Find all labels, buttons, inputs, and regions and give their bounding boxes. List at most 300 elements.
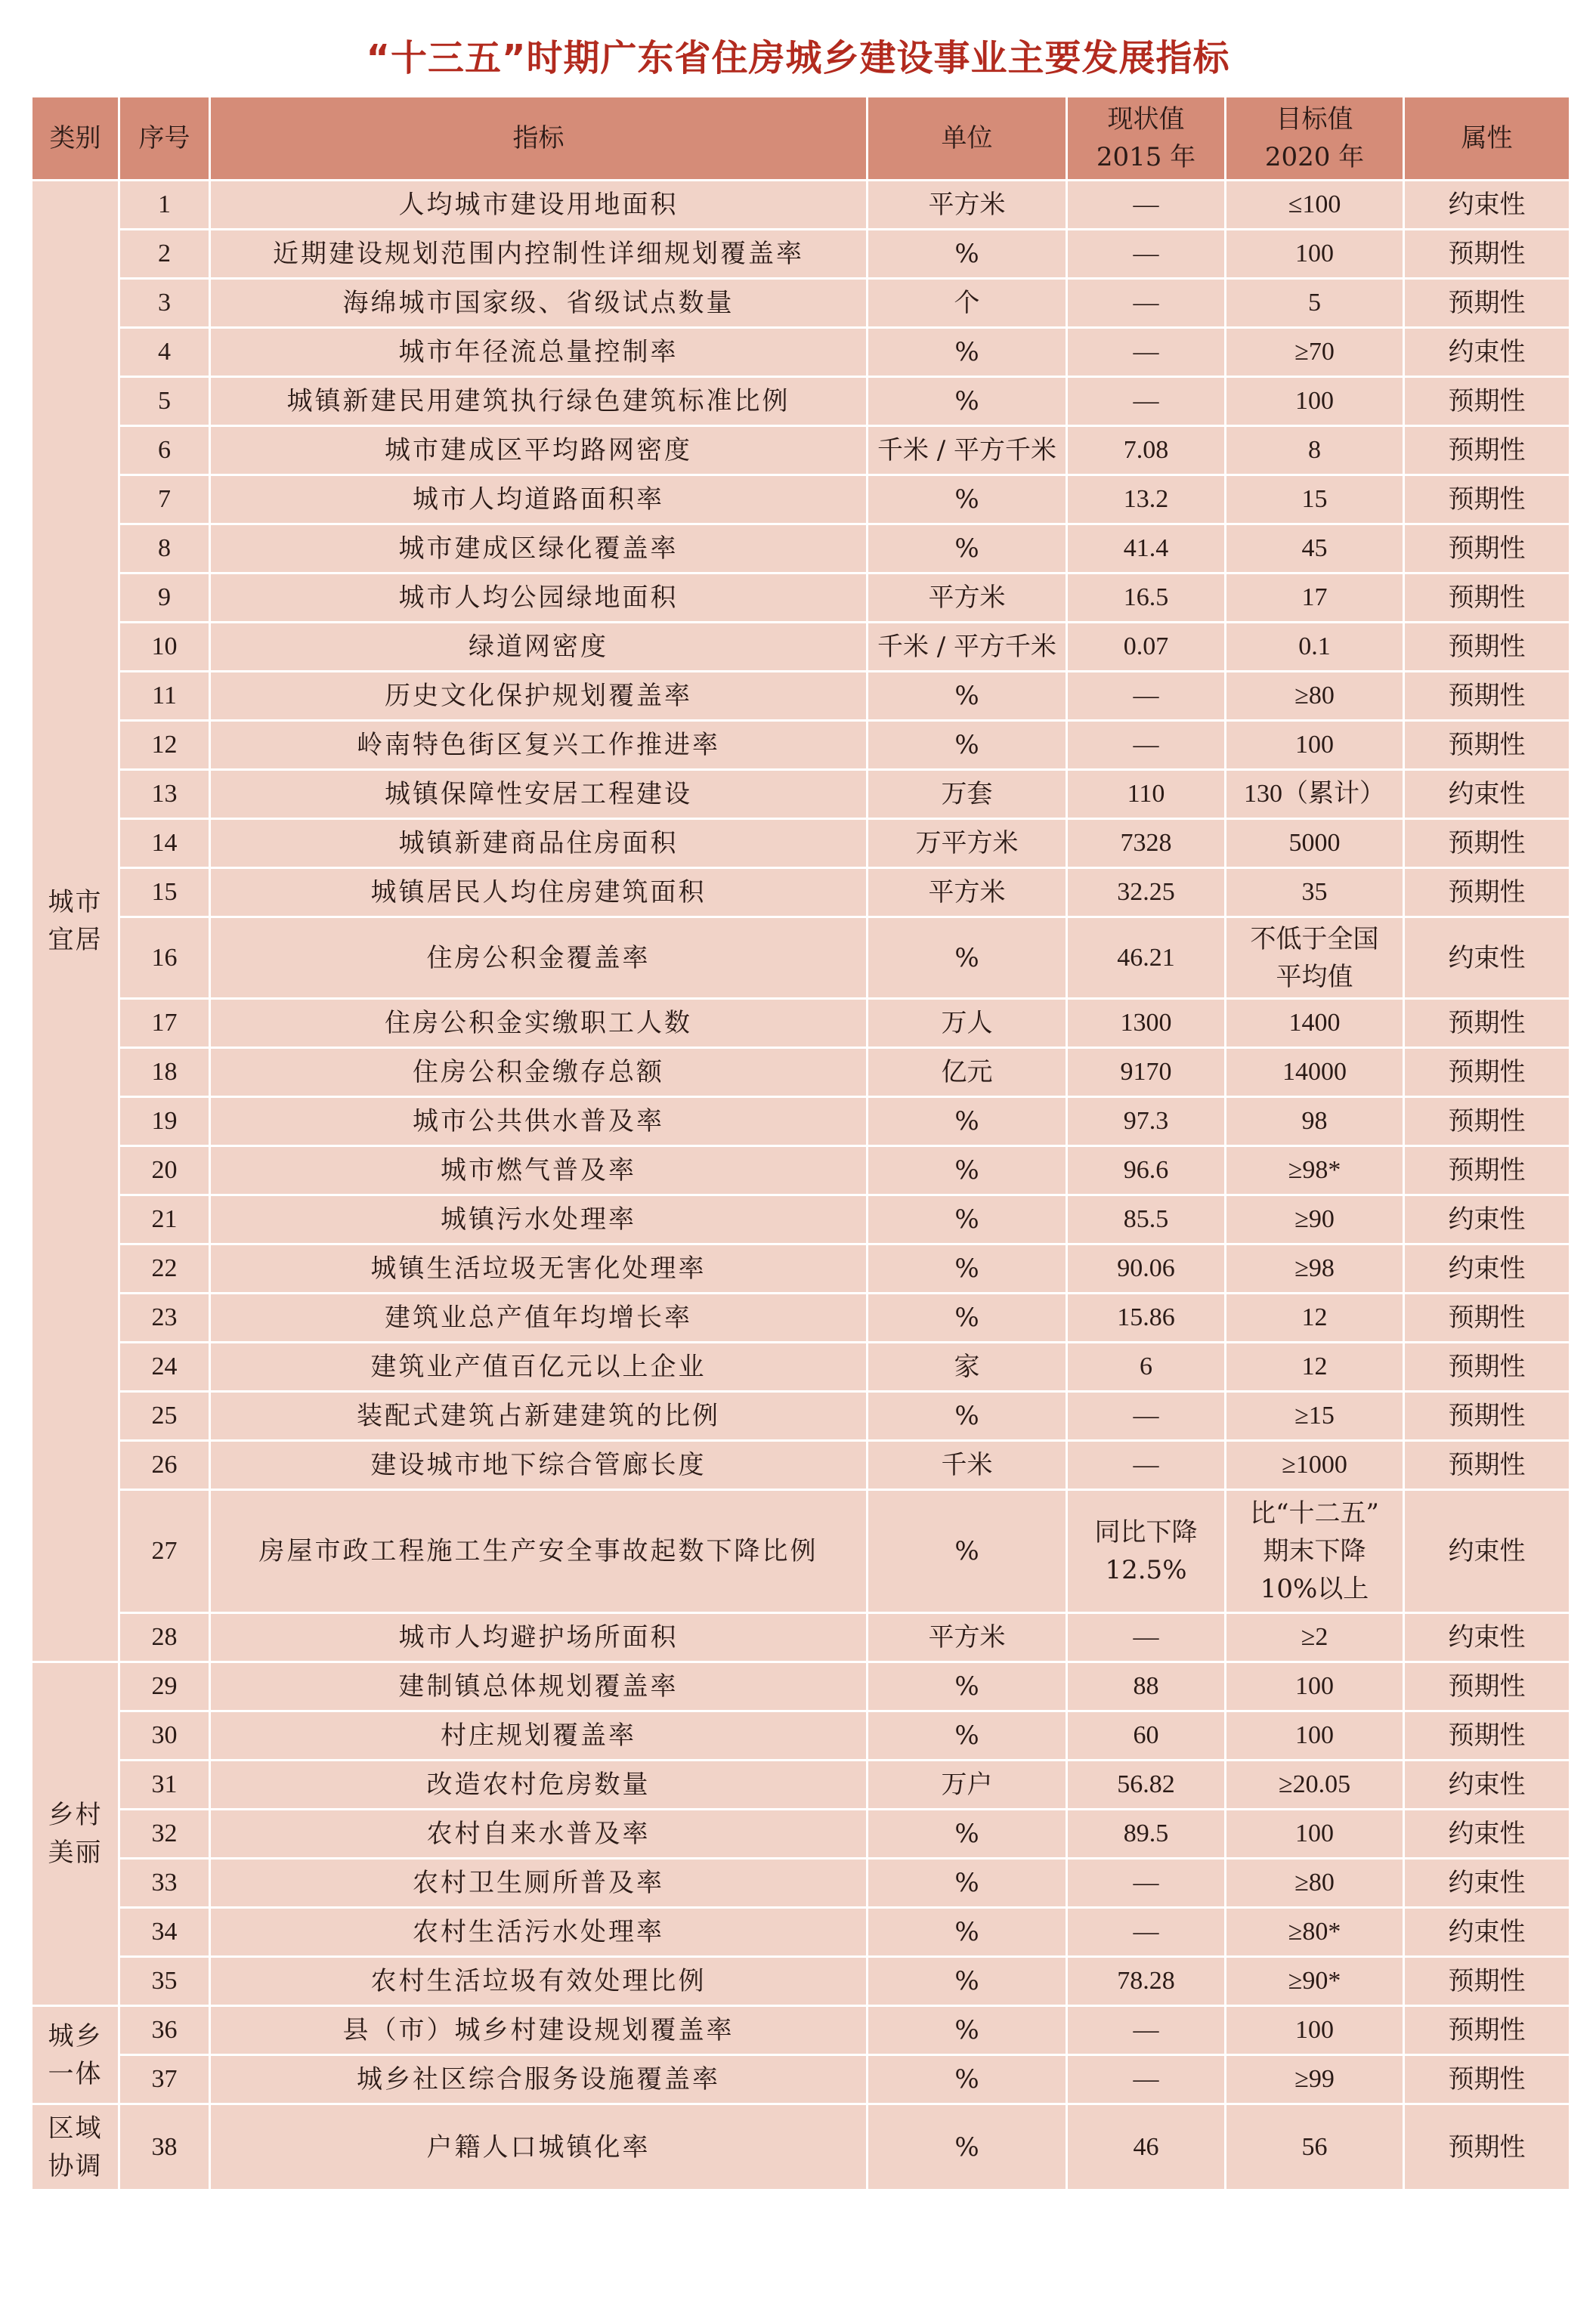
- table-row: [32, 1662, 1570, 1711]
- table-row: [32, 672, 1570, 721]
- header-category: 类别: [32, 97, 119, 181]
- row-current: [1067, 1490, 1226, 1613]
- table-row: [32, 1908, 1570, 1957]
- row-target-line1: 比“十二五”: [1250, 1498, 1379, 1529]
- category-rural-line1: 乡村: [48, 1800, 103, 1830]
- row-unit: %: [868, 721, 1067, 770]
- row-indicator: 城市人均道路面积率: [210, 475, 868, 524]
- row-indicator: 历史文化保护规划覆盖率: [210, 672, 868, 721]
- table-row: [32, 181, 1570, 230]
- row-no: 35: [119, 1957, 210, 2006]
- row-unit: 平方米: [868, 181, 1067, 230]
- row-current: —: [1067, 1859, 1226, 1908]
- row-unit: 万人: [868, 999, 1067, 1048]
- table-row: [32, 1957, 1570, 2006]
- table-row: [32, 1613, 1570, 1662]
- row-attribute: 预期性: [1404, 868, 1570, 917]
- row-no: 11: [119, 672, 210, 721]
- row-no: 4: [119, 328, 210, 377]
- row-indicator: 绿道网密度: [210, 623, 868, 672]
- row-current: 9170: [1067, 1048, 1226, 1097]
- row-current: 0.07: [1067, 623, 1226, 672]
- row-no: 26: [119, 1441, 210, 1490]
- row-no: 1: [119, 181, 210, 230]
- table-row: [32, 917, 1570, 999]
- row-unit: 万套: [868, 770, 1067, 819]
- row-attribute: 约束性: [1404, 1490, 1570, 1613]
- row-current: 32.25: [1067, 868, 1226, 917]
- row-indicator: 户籍人口城镇化率: [210, 2104, 868, 2190]
- table-row: [32, 1097, 1570, 1146]
- row-indicator: 县（市）城乡村建设规划覆盖率: [210, 2006, 868, 2055]
- row-no: 29: [119, 1662, 210, 1711]
- category-integration-line2: 一体: [48, 2058, 103, 2089]
- header-current-line2: 2015 年: [1096, 142, 1196, 172]
- row-current: 46.21: [1067, 917, 1226, 999]
- row-target: ≥98: [1226, 1244, 1404, 1294]
- row-unit: %: [868, 1294, 1067, 1343]
- row-target-line3: 10%以上: [1260, 1574, 1369, 1604]
- row-no: 21: [119, 1195, 210, 1244]
- row-current: 16.5: [1067, 573, 1226, 623]
- row-unit: %: [868, 1146, 1067, 1195]
- row-attribute: 约束性: [1404, 770, 1570, 819]
- row-unit: 千米 / 平方千米: [868, 623, 1067, 672]
- row-current: —: [1067, 181, 1226, 230]
- row-unit: 千米 / 平方千米: [868, 426, 1067, 475]
- row-target: 56: [1226, 2104, 1404, 2190]
- header-current-line1: 现状值: [1107, 104, 1185, 134]
- row-current: 13.2: [1067, 475, 1226, 524]
- row-attribute: 预期性: [1404, 1662, 1570, 1711]
- table-row: [32, 2006, 1570, 2055]
- row-target: 17: [1226, 573, 1404, 623]
- header-current: [1067, 97, 1226, 181]
- row-unit: %: [868, 1810, 1067, 1859]
- row-no: 2: [119, 230, 210, 279]
- row-indicator: 建筑业总产值年均增长率: [210, 1294, 868, 1343]
- row-target: 35: [1226, 868, 1404, 917]
- row-current: 7.08: [1067, 426, 1226, 475]
- row-unit: 亿元: [868, 1048, 1067, 1097]
- table-row: [32, 1146, 1570, 1195]
- row-no: 36: [119, 2006, 210, 2055]
- row-indicator: 城镇保障性安居工程建设: [210, 770, 868, 819]
- row-target: [1226, 1490, 1404, 1613]
- row-attribute: 预期性: [1404, 1146, 1570, 1195]
- category-regional: [32, 2104, 119, 2190]
- header-indicator: 指标: [210, 97, 868, 181]
- row-target: 0.1: [1226, 623, 1404, 672]
- row-attribute: 预期性: [1404, 1711, 1570, 1761]
- header-target-line1: 目标值: [1276, 104, 1353, 134]
- row-target: 130（累计）: [1226, 770, 1404, 819]
- row-target: ≥15: [1226, 1392, 1404, 1441]
- row-current: 46: [1067, 2104, 1226, 2190]
- table-row: [32, 721, 1570, 770]
- row-current: 41.4: [1067, 524, 1226, 573]
- row-indicator: 城市年径流总量控制率: [210, 328, 868, 377]
- row-indicator: 城市人均避护场所面积: [210, 1613, 868, 1662]
- row-indicator: 城镇新建商品住房面积: [210, 819, 868, 868]
- row-indicator: 人均城市建设用地面积: [210, 181, 868, 230]
- row-attribute: 约束性: [1404, 1613, 1570, 1662]
- row-no: 17: [119, 999, 210, 1048]
- row-indicator: 城乡社区综合服务设施覆盖率: [210, 2055, 868, 2104]
- table-header: [32, 97, 1570, 181]
- row-no: 25: [119, 1392, 210, 1441]
- row-target: 100: [1226, 1810, 1404, 1859]
- row-target: ≥80*: [1226, 1908, 1404, 1957]
- row-target: ≥98*: [1226, 1146, 1404, 1195]
- table-row: [32, 1761, 1570, 1810]
- row-current: —: [1067, 1441, 1226, 1490]
- category-rural-line2: 美丽: [48, 1838, 103, 1868]
- row-no: 22: [119, 1244, 210, 1294]
- header-no: 序号: [119, 97, 210, 181]
- row-current: 78.28: [1067, 1957, 1226, 2006]
- row-target: ≥2: [1226, 1613, 1404, 1662]
- table-row: [32, 1490, 1570, 1613]
- row-attribute: 预期性: [1404, 573, 1570, 623]
- row-target-line2: 期末下降: [1263, 1536, 1366, 1566]
- row-unit: %: [868, 475, 1067, 524]
- row-current: 90.06: [1067, 1244, 1226, 1294]
- row-no: 6: [119, 426, 210, 475]
- row-current-line2: 12.5%: [1105, 1555, 1187, 1585]
- indicators-table: [30, 95, 1571, 2191]
- row-current: 97.3: [1067, 1097, 1226, 1146]
- table-row: [32, 573, 1570, 623]
- category-urban: [32, 181, 119, 1662]
- table-row: [32, 1711, 1570, 1761]
- row-no: 16: [119, 917, 210, 999]
- row-unit: %: [868, 1662, 1067, 1711]
- row-attribute: 预期性: [1404, 1343, 1570, 1392]
- table-body: [32, 181, 1570, 2190]
- row-target-line2: 平均值: [1276, 961, 1353, 992]
- row-attribute: 预期性: [1404, 475, 1570, 524]
- row-indicator: 近期建设规划范围内控制性详细规划覆盖率: [210, 230, 868, 279]
- row-unit: %: [868, 1711, 1067, 1761]
- row-unit: %: [868, 1908, 1067, 1957]
- category-integration-line1: 城乡: [48, 2020, 103, 2051]
- row-target: 5: [1226, 279, 1404, 328]
- row-unit: 家: [868, 1343, 1067, 1392]
- row-target: [1226, 917, 1404, 999]
- category-urban-line2: 宜居: [48, 925, 103, 955]
- category-regional-line2: 协调: [48, 2150, 103, 2181]
- row-current: 85.5: [1067, 1195, 1226, 1244]
- row-no: 20: [119, 1146, 210, 1195]
- row-indicator: 住房公积金实缴职工人数: [210, 999, 868, 1048]
- row-attribute: 预期性: [1404, 2055, 1570, 2104]
- category-integration: [32, 2006, 119, 2104]
- row-current: —: [1067, 377, 1226, 426]
- row-target: 1400: [1226, 999, 1404, 1048]
- row-no: 19: [119, 1097, 210, 1146]
- row-unit: %: [868, 377, 1067, 426]
- row-attribute: 约束性: [1404, 328, 1570, 377]
- table-row: [32, 475, 1570, 524]
- row-current: —: [1067, 721, 1226, 770]
- row-attribute: 预期性: [1404, 230, 1570, 279]
- row-unit: 万平方米: [868, 819, 1067, 868]
- row-no: 28: [119, 1613, 210, 1662]
- row-unit: %: [868, 2055, 1067, 2104]
- row-attribute: 预期性: [1404, 1957, 1570, 2006]
- row-indicator: 岭南特色街区复兴工作推进率: [210, 721, 868, 770]
- row-current: 6: [1067, 1343, 1226, 1392]
- row-no: 24: [119, 1343, 210, 1392]
- row-target: 12: [1226, 1343, 1404, 1392]
- row-indicator: 城市公共供水普及率: [210, 1097, 868, 1146]
- row-indicator: 城镇居民人均住房建筑面积: [210, 868, 868, 917]
- row-target: ≥70: [1226, 328, 1404, 377]
- table-row: [32, 328, 1570, 377]
- row-unit: 平方米: [868, 573, 1067, 623]
- row-attribute: 预期性: [1404, 721, 1570, 770]
- row-no: 30: [119, 1711, 210, 1761]
- row-indicator: 城市燃气普及率: [210, 1146, 868, 1195]
- table-row: [32, 1343, 1570, 1392]
- row-attribute: 预期性: [1404, 1097, 1570, 1146]
- row-indicator: 农村自来水普及率: [210, 1810, 868, 1859]
- row-unit: %: [868, 1859, 1067, 1908]
- row-target: ≤100: [1226, 181, 1404, 230]
- table-row: [32, 1441, 1570, 1490]
- row-unit: %: [868, 230, 1067, 279]
- row-attribute: 约束性: [1404, 1859, 1570, 1908]
- row-attribute: 预期性: [1404, 1048, 1570, 1097]
- row-indicator: 房屋市政工程施工生产安全事故起数下降比例: [210, 1490, 868, 1613]
- row-current-line1: 同比下降: [1094, 1517, 1198, 1547]
- row-target: 100: [1226, 1711, 1404, 1761]
- row-no: 37: [119, 2055, 210, 2104]
- row-unit: 个: [868, 279, 1067, 328]
- table-row: [32, 999, 1570, 1048]
- row-target: ≥90*: [1226, 1957, 1404, 2006]
- row-target: 45: [1226, 524, 1404, 573]
- row-indicator: 城市建成区绿化覆盖率: [210, 524, 868, 573]
- table-row: [32, 2104, 1570, 2190]
- row-current: 1300: [1067, 999, 1226, 1048]
- row-indicator: 建设城市地下综合管廊长度: [210, 1441, 868, 1490]
- row-target: 98: [1226, 1097, 1404, 1146]
- row-target: 100: [1226, 1662, 1404, 1711]
- row-unit: %: [868, 1957, 1067, 2006]
- row-current: —: [1067, 1613, 1226, 1662]
- row-target: 100: [1226, 2006, 1404, 2055]
- row-current: 60: [1067, 1711, 1226, 1761]
- row-indicator: 改造农村危房数量: [210, 1761, 868, 1810]
- row-attribute: 预期性: [1404, 524, 1570, 573]
- row-no: 14: [119, 819, 210, 868]
- row-unit: %: [868, 1392, 1067, 1441]
- row-attribute: 约束性: [1404, 1244, 1570, 1294]
- row-no: 27: [119, 1490, 210, 1613]
- row-current: 89.5: [1067, 1810, 1226, 1859]
- row-unit: %: [868, 672, 1067, 721]
- row-indicator: 住房公积金覆盖率: [210, 917, 868, 999]
- row-unit: 千米: [868, 1441, 1067, 1490]
- row-attribute: 约束性: [1404, 917, 1570, 999]
- category-rural: [32, 1662, 119, 2006]
- row-current: —: [1067, 2055, 1226, 2104]
- row-current: —: [1067, 2006, 1226, 2055]
- row-target: ≥80: [1226, 1859, 1404, 1908]
- row-indicator: 住房公积金缴存总额: [210, 1048, 868, 1097]
- row-attribute: 预期性: [1404, 819, 1570, 868]
- category-urban-line1: 城市: [48, 887, 103, 917]
- row-indicator: 建制镇总体规划覆盖率: [210, 1662, 868, 1711]
- row-attribute: 预期性: [1404, 623, 1570, 672]
- row-no: 8: [119, 524, 210, 573]
- row-target: ≥90: [1226, 1195, 1404, 1244]
- row-no: 9: [119, 573, 210, 623]
- row-indicator: 城镇生活垃圾无害化处理率: [210, 1244, 868, 1294]
- row-attribute: 约束性: [1404, 1195, 1570, 1244]
- row-unit: 平方米: [868, 868, 1067, 917]
- table-row: [32, 819, 1570, 868]
- table-row: [32, 623, 1570, 672]
- row-indicator: 村庄规划覆盖率: [210, 1711, 868, 1761]
- row-attribute: 预期性: [1404, 2104, 1570, 2190]
- row-no: 7: [119, 475, 210, 524]
- row-indicator: 农村生活垃圾有效处理比例: [210, 1957, 868, 2006]
- row-no: 33: [119, 1859, 210, 1908]
- row-no: 18: [119, 1048, 210, 1097]
- table-row: [32, 1294, 1570, 1343]
- row-unit: %: [868, 2006, 1067, 2055]
- row-current: 7328: [1067, 819, 1226, 868]
- header-attribute: 属性: [1404, 97, 1570, 181]
- row-target: 5000: [1226, 819, 1404, 868]
- row-target: 100: [1226, 377, 1404, 426]
- row-indicator: 城市建成区平均路网密度: [210, 426, 868, 475]
- row-no: 13: [119, 770, 210, 819]
- row-indicator: 海绵城市国家级、省级试点数量: [210, 279, 868, 328]
- row-attribute: 预期性: [1404, 672, 1570, 721]
- row-attribute: 预期性: [1404, 377, 1570, 426]
- row-current: —: [1067, 1392, 1226, 1441]
- row-current: —: [1067, 328, 1226, 377]
- row-attribute: 预期性: [1404, 1441, 1570, 1490]
- row-no: 5: [119, 377, 210, 426]
- row-no: 10: [119, 623, 210, 672]
- row-attribute: 约束性: [1404, 1810, 1570, 1859]
- row-unit: %: [868, 2104, 1067, 2190]
- page-title: “十三五”时期广东省住房城乡建设事业主要发展指标: [366, 37, 1230, 79]
- table-row: [32, 377, 1570, 426]
- table-row: [32, 230, 1570, 279]
- row-unit: 万户: [868, 1761, 1067, 1810]
- header-target: [1226, 97, 1404, 181]
- table-row: [32, 1244, 1570, 1294]
- row-no: 31: [119, 1761, 210, 1810]
- row-current: 56.82: [1067, 1761, 1226, 1810]
- row-attribute: 约束性: [1404, 1761, 1570, 1810]
- row-target: 12: [1226, 1294, 1404, 1343]
- row-target-line1: 不低于全国: [1250, 923, 1379, 954]
- row-target: ≥20.05: [1226, 1761, 1404, 1810]
- row-indicator: 城市人均公园绿地面积: [210, 573, 868, 623]
- row-current: 110: [1067, 770, 1226, 819]
- row-current: —: [1067, 672, 1226, 721]
- table-row: [32, 770, 1570, 819]
- row-no: 12: [119, 721, 210, 770]
- row-unit: %: [868, 1097, 1067, 1146]
- row-indicator: 建筑业产值百亿元以上企业: [210, 1343, 868, 1392]
- category-regional-line1: 区域: [48, 2113, 103, 2144]
- row-indicator: 城镇新建民用建筑执行绿色建筑标准比例: [210, 377, 868, 426]
- table-row: [32, 1048, 1570, 1097]
- row-unit: %: [868, 917, 1067, 999]
- row-indicator: 装配式建筑占新建建筑的比例: [210, 1392, 868, 1441]
- row-target: 8: [1226, 426, 1404, 475]
- row-attribute: 预期性: [1404, 2006, 1570, 2055]
- table-row: [32, 1810, 1570, 1859]
- row-attribute: 预期性: [1404, 999, 1570, 1048]
- header-unit: 单位: [868, 97, 1067, 181]
- row-no: 34: [119, 1908, 210, 1957]
- row-no: 38: [119, 2104, 210, 2190]
- table-row: [32, 1859, 1570, 1908]
- row-current: 88: [1067, 1662, 1226, 1711]
- row-indicator: 农村卫生厕所普及率: [210, 1859, 868, 1908]
- row-unit: %: [868, 524, 1067, 573]
- row-target: 15: [1226, 475, 1404, 524]
- row-attribute: 预期性: [1404, 1392, 1570, 1441]
- row-unit: %: [868, 1195, 1067, 1244]
- row-target: ≥99: [1226, 2055, 1404, 2104]
- row-indicator: 农村生活污水处理率: [210, 1908, 868, 1957]
- row-unit: %: [868, 1490, 1067, 1613]
- row-no: 23: [119, 1294, 210, 1343]
- row-attribute: 预期性: [1404, 279, 1570, 328]
- row-attribute: 预期性: [1404, 426, 1570, 475]
- row-target: ≥80: [1226, 672, 1404, 721]
- row-current: —: [1067, 279, 1226, 328]
- row-unit: %: [868, 1244, 1067, 1294]
- row-attribute: 预期性: [1404, 1294, 1570, 1343]
- row-target: 100: [1226, 721, 1404, 770]
- table-row: [32, 868, 1570, 917]
- row-indicator: 城镇污水处理率: [210, 1195, 868, 1244]
- table-row: [32, 426, 1570, 475]
- header-target-line2: 2020 年: [1264, 142, 1365, 172]
- row-attribute: 约束性: [1404, 181, 1570, 230]
- table-row: [32, 2055, 1570, 2104]
- row-no: 15: [119, 868, 210, 917]
- row-attribute: 约束性: [1404, 1908, 1570, 1957]
- row-current: —: [1067, 230, 1226, 279]
- row-unit: %: [868, 328, 1067, 377]
- table-row: [32, 1195, 1570, 1244]
- row-target: ≥1000: [1226, 1441, 1404, 1490]
- row-unit: 平方米: [868, 1613, 1067, 1662]
- row-no: 32: [119, 1810, 210, 1859]
- table-row: [32, 524, 1570, 573]
- table-row: [32, 1392, 1570, 1441]
- row-current: 15.86: [1067, 1294, 1226, 1343]
- row-current: —: [1067, 1908, 1226, 1957]
- table-row: [32, 279, 1570, 328]
- row-current: 96.6: [1067, 1146, 1226, 1195]
- row-target: 100: [1226, 230, 1404, 279]
- row-target: 14000: [1226, 1048, 1404, 1097]
- row-no: 3: [119, 279, 210, 328]
